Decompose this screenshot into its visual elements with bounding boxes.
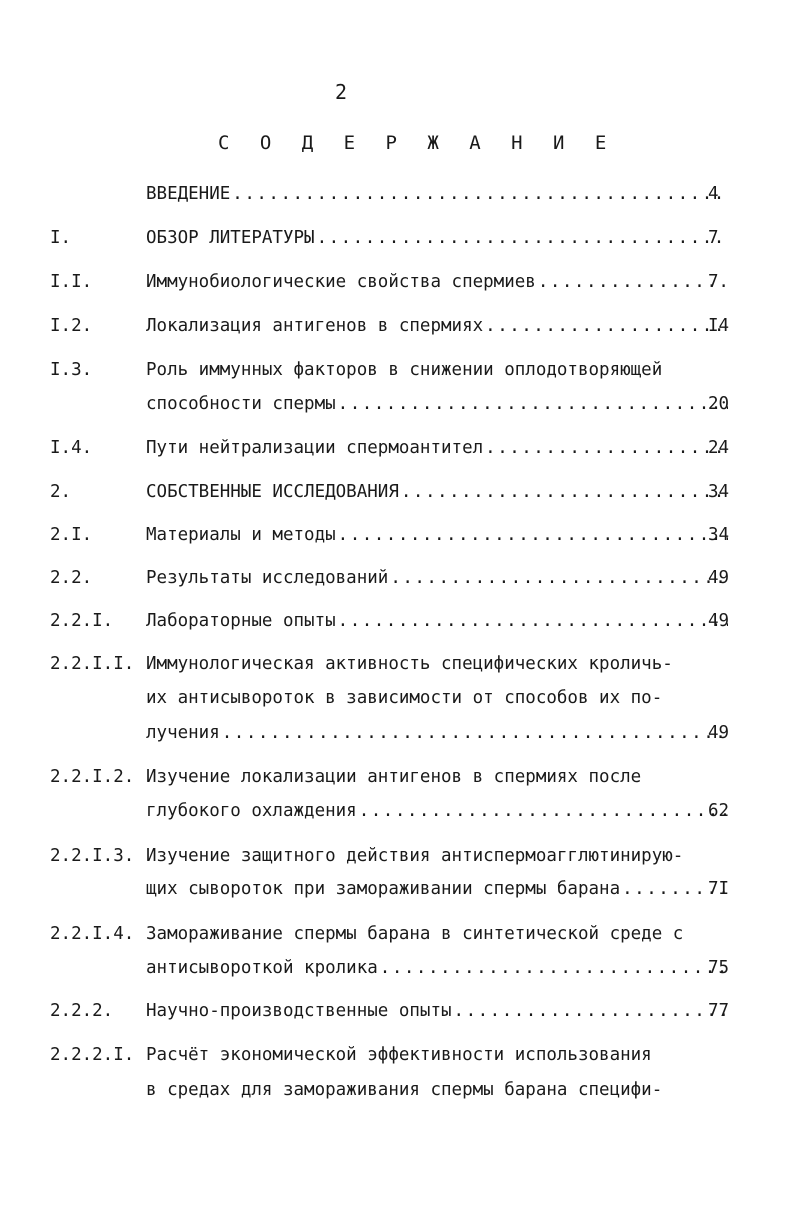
toc-entry-2-2-1-1-cont [0,690,794,714]
dot-leader [401,484,728,502]
toc-entry-2-2-1-2 [0,769,794,793]
toc-title: Иммунобиологические свойства спермиев [146,272,536,292]
toc-title-line: способности спермы [146,394,336,414]
page-number: 2 [334,80,348,104]
toc-page: I4 [708,316,730,336]
toc-entry-2-1 [0,527,794,551]
dot-leader [338,396,728,414]
toc-title-line: щих сывороток при замораживании спермы барана [146,879,621,899]
toc-entry-2-2-1-3-cont [0,881,794,905]
toc-entry-2-2-1 [0,613,794,637]
toc-title-line: Роль иммунных факторов в снижении оплодотворяющей [146,360,663,380]
toc-page: 49 [708,568,730,588]
toc-number: 2.2. [50,568,93,588]
contents-heading: С О Д Е Р Ж А Н И Е [218,132,616,154]
toc-page: 62 [708,801,730,821]
dot-leader [232,186,728,204]
toc-title-line: антисывороткой кролика [146,958,378,978]
toc-entry-2-2-1-1 [0,656,794,680]
toc-title: Научно-производственные опыты [146,1001,452,1021]
toc-page: 7I [708,879,730,899]
toc-entry-2-2-2 [0,1003,794,1027]
toc-entry-2-2-2-1 [0,1047,794,1071]
toc-page: 7 [708,272,719,292]
toc-entry-1-3 [0,362,794,386]
toc-title: Лабораторные опыты [146,611,336,631]
toc-page: 20 [708,394,730,414]
toc-title-line: их антисывороток в зависимости от способов их по- [146,688,663,708]
toc-number: I. [50,228,72,248]
toc-number: I.I. [50,272,93,292]
dot-leader [485,440,728,458]
toc-number: 2.2.I.2. [50,767,135,787]
toc-entry-1 [0,230,794,254]
toc-number: 2.2.I.4. [50,924,135,944]
toc-entry-2 [0,484,794,508]
dot-leader [317,230,728,248]
toc-entry-2-2-1-2-cont [0,803,794,827]
toc-title: СОБСТВЕННЫЕ ИССЛЕДОВАНИЯ [146,482,399,502]
dot-leader [338,527,728,545]
toc-title: Локализация антигенов в спермиях [146,316,484,336]
toc-number: 2.2.I. [50,611,114,631]
toc-number: 2.2.I.3. [50,846,135,866]
toc-page: 24 [708,438,730,458]
toc-title: Материалы и методы [146,525,336,545]
toc-title-line: лучения [146,723,220,743]
toc-title: Результаты исследований [146,568,389,588]
toc-title-line: Изучение локализации антигенов в спермиях после [146,767,642,787]
toc-page: 77 [708,1001,730,1021]
toc-title: ОБЗОР ЛИТЕРАТУРЫ [146,228,315,248]
toc-number: I.4. [50,438,93,458]
toc-entry-2-2-1-1-cont2 [0,725,794,749]
toc-page: 7 [708,228,719,248]
toc-number: 2.2.I.I. [50,654,135,674]
toc-title: Пути нейтрализации спермоантител [146,438,484,458]
dot-leader [454,1003,728,1021]
toc-number: 2.2.2. [50,1001,114,1021]
toc-page: 49 [708,723,730,743]
toc-entry-2-2-1-3 [0,848,794,872]
dot-leader [390,570,728,588]
toc-title-line: Замораживание спермы барана в синтетической среде с [146,924,684,944]
toc-title: ВВЕДЕНИЕ [146,184,231,204]
dot-leader [222,725,728,743]
dot-leader [538,274,728,292]
toc-number: 2. [50,482,72,502]
toc-title-line: глубокого охлаждения [146,801,357,821]
dot-leader [380,960,728,978]
toc-entry-2-2 [0,570,794,594]
toc-title-line: Изучение защитного действия антиспермоагглютинирую- [146,846,684,866]
dot-leader [485,318,728,336]
toc-page: 75 [708,958,730,978]
toc-title-line: в средах для замораживания спермы барана специфи- [146,1080,663,1100]
toc-number: I.3. [50,360,93,380]
toc-page: 34 [708,525,730,545]
toc-entry-intro [0,186,794,210]
toc-page: 34 [708,482,730,502]
toc-number: I.2. [50,316,93,336]
toc-entry-1-4 [0,440,794,464]
toc-number: 2.2.2.I. [50,1045,135,1065]
toc-page: 4 [708,184,719,204]
toc-entry-2-2-1-4 [0,926,794,950]
toc-entry-2-2-2-1-cont [0,1082,794,1106]
toc-entry-1-3-cont [0,396,794,420]
toc-entry-1-2 [0,318,794,342]
toc-number: 2.I. [50,525,93,545]
toc-entry-2-2-1-4-cont [0,960,794,984]
toc-page: 49 [708,611,730,631]
toc-entry-1-1 [0,274,794,298]
dot-leader [359,803,728,821]
toc-title-line: Иммунологическая активность специфических кроличь- [146,654,673,674]
toc-title-line: Расчёт экономической эффективности использования [146,1045,652,1065]
dot-leader [338,613,728,631]
